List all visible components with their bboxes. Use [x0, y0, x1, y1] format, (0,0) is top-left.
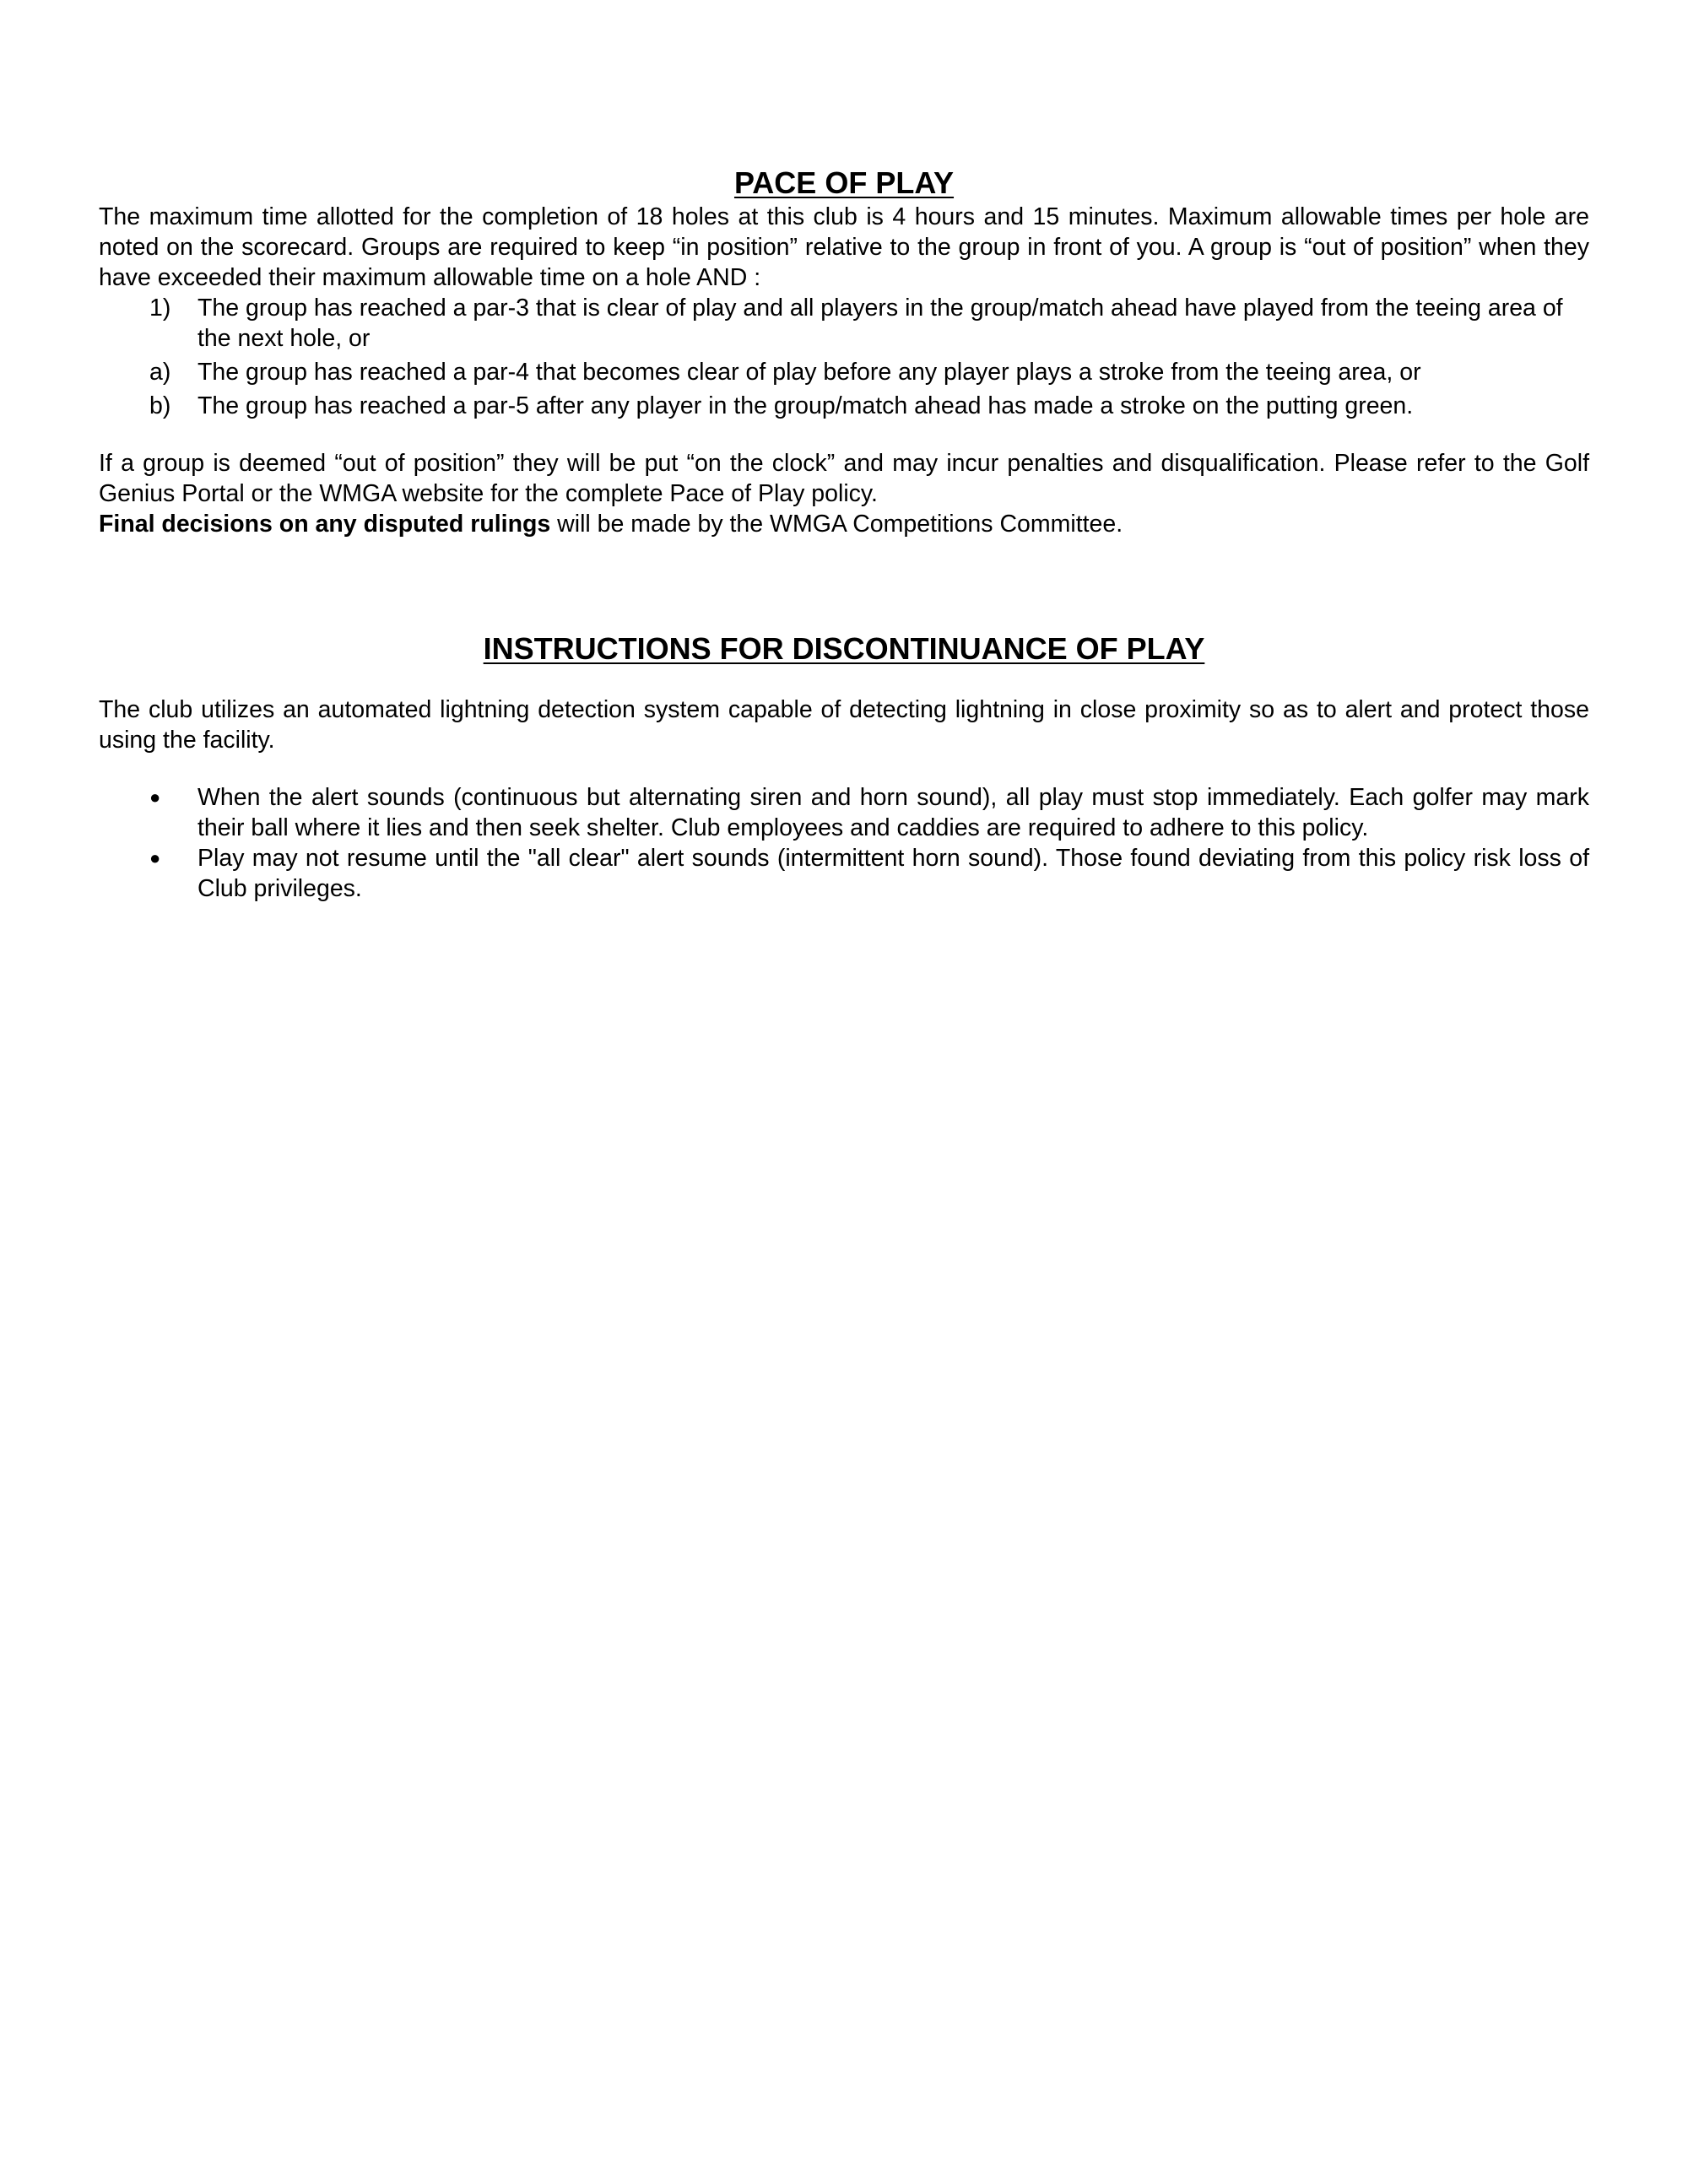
document-page — [99, 165, 1589, 904]
discontinuance-bullet-list — [99, 782, 1589, 904]
list-marker: a) — [149, 359, 171, 386]
final-decisions-paragraph — [99, 509, 1589, 539]
final-decisions-rest: will be made by the WMGA Competitions Committee. — [550, 511, 1123, 538]
list-item-text: The group has reached a par-4 that becomes clear of play before any player plays a stroke from the teeing area, or — [197, 359, 1421, 386]
list-item-text: The group has reached a par-3 that is clear of play and all players in the group/match ahead have played from the teeing area of the next hole, or — [197, 295, 1563, 352]
list-item — [99, 391, 1589, 421]
pace-intro-paragraph: The maximum time allotted for the completion of 18 holes at this club is 4 hours and 15 minutes. Maximum allowable times per hole are noted on the scorecard. Groups are required to keep “in position” relative to the group in front of you. A group is “out of position” when they have exceeded their maximum allowable time on a hole AND : — [99, 203, 1589, 291]
pace-conditions-list — [99, 293, 1589, 421]
discontinuance-intro-paragraph: The club utilizes an automated lightning detection system capable of detecting lightning in close proximity so as to alert and protect those using the facility. — [99, 696, 1589, 754]
list-marker: 1) — [149, 295, 171, 322]
discontinuance-heading: INSTRUCTIONS FOR DISCONTINUANCE OF PLAY — [483, 631, 1205, 666]
list-item — [99, 293, 1589, 354]
bullet-icon: ● — [149, 787, 161, 808]
list-item — [99, 357, 1589, 387]
on-the-clock-paragraph: If a group is deemed “out of position” they will be put “on the clock” and may incur penalties and disqualification. Please refer to the Golf Genius Portal or the WMGA website for the complete Pace of Play policy. — [99, 450, 1589, 507]
list-item-text: The group has reached a par-5 after any player in the group/match ahead has made a stroke on the putting green. — [197, 392, 1414, 419]
list-item — [99, 843, 1589, 904]
pace-of-play-heading: PACE OF PLAY — [733, 165, 955, 200]
bullet-icon: ● — [149, 847, 161, 868]
list-item-text: Play may not resume until the "all clear" alert sounds (intermittent horn sound). Those found deviating from this policy risk loss of Club privileges. — [197, 845, 1589, 902]
final-decisions-bold: Final decisions on any disputed rulings — [99, 511, 551, 538]
list-item-text: When the alert sounds (continuous but alternating siren and horn sound), all play must stop immediately. Each golfer may mark their ball where it lies and then seek shelter. Club employees and caddies are required to adhere to this policy. — [197, 784, 1589, 841]
list-item — [99, 782, 1589, 843]
list-marker: b) — [149, 392, 171, 419]
